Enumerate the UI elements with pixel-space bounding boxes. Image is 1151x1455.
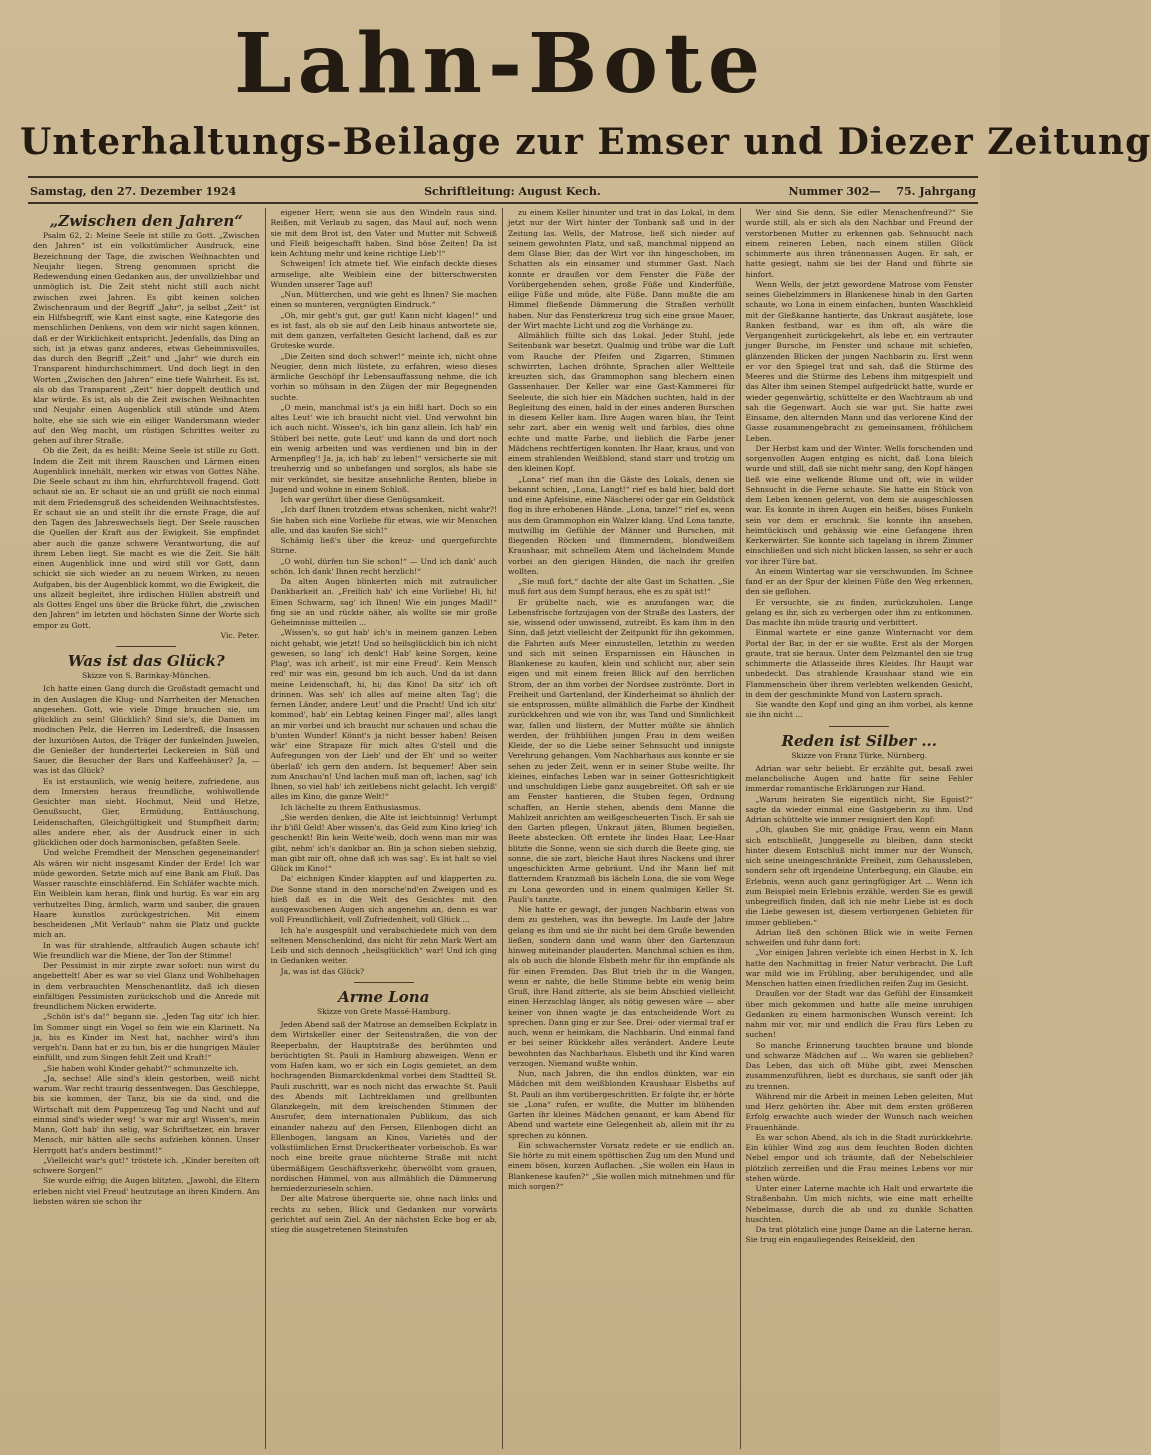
paragraph: „O mein, manchmal ist's ja ein bißl hart. Doch so ein altes Leut' wie ich braucht nicht viel. Und verwohnt bin ich auch nicht. Wissen's, ich bin ganz allein. Ich hab' ein Stüberl bei nette, gute Leut' und kann da und dort noch ein wenig arbeiten und was verdienen und bin in der Armenpfleg'! Ja, ja, ich hab' zu leben!“ versicherte sie mit treuherzig und so unbefangen und sorglos, als habe sie mir verkündet, sie besitze ansehnliche Renten, bliebe in Jugend und wohne in einem Schloß. [270, 402, 497, 494]
paragraph: Der Pessimist in mir zirpte zwar sofort: nun wirst du angebettelt! Aber es war so viel Glanz und Wohlbehagen in dem verbrauchten Menschenantlitz, daß ich diesen einfältigen Pessimisten zurückschob und die Anrede mit freundlichem Nicken erwiderte. [33, 961, 260, 1011]
paragraph: Adrian ließ den schönen Blick wie in weite Fernen schweifen und fuhr dann fort: [745, 927, 973, 947]
paragraph: „Sie haben wohl Kinder gehabt?“ schmunzelte ich. [43, 1063, 239, 1073]
paragraph: „Lona“ rief man ihn die Gäste des Lokals, denen sie bekannt schien, „Lona, Langt!“ rief es bald hier, bald dort und eine Apfelsine, eine Näscherei oder gar ein Geldstück flog in ihre erhobenen Hände. „Lona, tanze!“ rief es, wenn aus dem Grammophon ein Walzer klang. Und Lona tanzte, mutwillig im Gefühle der Männer und Burschen, mit fliegenden Röcken und flimmerndem, blondweißem Kraushaar, mit schnellem Atem und lächelndem Munde vorbei an den gierigen Händen, die nach ihr greifen wollten. [508, 474, 735, 576]
paragraph: Der Herbst kam und der Winter. Wells forschenden und sorgenvollen Augen entging es nicht, daß Lona bleich wurde und still, daß sie nicht mehr sang, den Kopf hängen ließ wie eine welkende Blume und oft, wie in wilder Sehnsucht in die Ferne schaute. Sie hatte ein Stück von dem Leben kennen gelernt, von dem sie ausgeschlossen war. Es konnte in ihren Augen ein heißes, böses Funkeln sein vor dem er erschrak. Sie konnte ihn ansehen, heimtückisch und gehässig wie eine Gefangene ihren Kerkerwärter. Sie konnte sich tagelang in ihrem Zimmer einschließen und sich nicht blicken lassen, so sehr er auch vor ihrer Türe bat. [745, 443, 973, 566]
paragraph: Er versuchte, sie zu finden, zurückzuholen. Lange gelang es ihr, sich zu verbergen oder ihm zu entkommen. Das machte ihn müde traurig und verbittert. [745, 597, 973, 627]
column-2 [266, 208, 504, 1449]
masthead-subtitle: Unterhaltungs-Beilage zur Emser und Diezer Zeitung [20, 121, 1151, 163]
paragraph: Der alte Matrose überquerte sie, ohne nach links und rechts zu sehen, Blick und Gedanken nur vorwärts gerichtet auf sein Ziel. An der nächsten Ecke bog er ab, stieg die ausgetretenen Steinstufen [270, 1194, 497, 1234]
article-title-lona: Arme Lona [338, 987, 430, 1006]
issue-number-group [788, 185, 976, 198]
paragraph: Da trat plötzlich eine junge Dame an die Laterne heran. Sie trug ein engauliegendes Reisekleid, den [745, 1225, 973, 1245]
paragraph: Psalm 62, 2: Meine Seele ist stille zu Gott. „Zwischen den Jahren“ ist ein volkstümlicher Ausdruck, eine Bezeichnung der Tage, die zwischen Weihnachten und Neujahr liegen. Streng genommen spricht die Redewendung einen Gedanken aus, der unvollziehbar und unmöglich ist. Die Zeit steht nicht still auch nicht zwischen zwei Jahren. Es gibt keinen solchen Zwischenraum und der Begriff „Jahr“, ja selbst „Zeit“ ist ein Hilfsbegriff, wie Kant einst sagte, eine Kategorie des menschlichen Denkens, von dem wir nicht sagen können, daß er der Wirklichkeit entspricht. Jedenfalls, das Ding an sich, ist ja etwas ganz anderes, etwas Geheimnisvolles, das durch den Begriff „Zeit“ und „Jahr“ wie durch ein Transparent hindurchschimmert. Und doch liegt in den Worten „Zwischen den Jahren“ eine tiefe Wahrheit. Es ist, als ob das Transparent „Zeit“ hier doppelt deutlich und klar würde. Es ist, als ob die Zeit zwischen Weihnachten und Neujahr einen Augenblick still stünde und Atem holte, ehe sie sich wie ein eiliger Wandersmann wieder auf den Weg macht, um rüstigen Schrittes weiter zu gehen auf ihrer Straße. [33, 231, 260, 445]
paragraph: Einmal wartete er eine ganze Winternacht vor dem Portal der Bar, in der er sie wußte. Erst als der Morgen graute, trat sie heraus. Unter dem Pelzmantel den sie trug schimmerte die Atlasseide ihres Kleides. Ihr Haupt war unbedeckt. Das strahlende Kraushaar stand wie ein Flammenschein über ihrem verlebten welkenden Gesicht, in dem der geschminkte Mund von Lastern sprach. [745, 628, 973, 699]
divider [354, 982, 414, 983]
paragraph: Draußen vor der Stadt war das Gefühl der Einsamkeit über mich gekommen und hatte alle meine unruhigen Gedanken zu einem harmonischen Wunsch vereint: Ich nahm mir vor, mir und endlich die Frau fürs Leben zu suchen! [745, 989, 973, 1040]
paragraph: Es ist erstaunlich, wie wenig heitere, zufriedene, aus dem Innersten heraus freundliche, wohlwollende Gesichter man sieht. Hochmut, Neid und Hetze, Genußsucht, Gier, Ermüdung, Enttäuschung, Leidenschaften, Gleichgültigkeit und Stumpfheit darin; alles andere eher, als der Ausdruck einer in sich glücklichen oder doch harmonischen, gefaßten Seele. [33, 776, 260, 847]
masthead-title: Lahn-Bote [233, 16, 767, 112]
paragraph: „Oh, mir geht's gut, gar gut! Kann nicht klagen!“ und es ist fast, als ob sie auf den Leib hinaus antwortete sie, mit dem ganzen, verfalteten Gesicht lachend, daß es zur Groteske wurde. [270, 310, 497, 351]
paragraph: Da alten Augen blinkerten mich mit zutraulicher Dankbarkeit an. „Freilich hab' ich eine Vorliebe! Hi, hi! Einen Schwarm, sag' ich Ihnen! Wie ein junges Madl!“ fing sie an und rückte näher, als wollte sie mir große Geheimnisse mitteilen ... [270, 577, 497, 627]
paragraph: Adrian war sehr beliebt. Er erzählte gut, besaß zwei melancholische Augen und hatte für seine Fehler immerdar romantische Erklärungen zur Hand. [745, 763, 973, 794]
issue-number: Nummer 302— [788, 184, 881, 198]
paragraph: Ich ha'e ausgespült und verabschiedete mich von dem seltenen Menschenkind, das nicht für zehn Mark Wert am Leib und sich dennoch „heilsglücklich“ war! Und ich ging in Gedanken weiter. [270, 925, 497, 966]
byline: Skizze von Grete Massé-Hamburg. [316, 1006, 451, 1016]
paragraph: Ja, was ist das Glück? [280, 966, 365, 976]
paragraph: An einem Wintertag war sie verschwunden. Im Schnee fand er an der Spur der kleinen Füße den Weg erkennen, den sie geflohen. [745, 566, 973, 597]
paragraph: Während mir die Arbeit in meinen Leben geleiten, Mut und Herz gehörten ihr. Aber mit dem ersten größeren Erfolg erwachte auch wieder der Wunsch nach weichen Frauenhände. [745, 1091, 973, 1132]
divider [116, 646, 176, 647]
paragraph: Wer sind Sie denn, Sie edler Menschenfreund?“ Sie wurde still, als er sich als den Nachbar und Freund der verstorbenen Mutter zu erkennen gab. Sehnsucht nach einem reineren Leben, nach einem stillen Glück schimmerte aus ihren tränennassen Augen. Er sah, er hatte gesiegt, nahm sie bei der Hand und führte sie hinfort. [745, 208, 973, 279]
paragraph: Wenn Wells, der jetzt gewordene Matrose vom Fenster seines Giebelzimmers in Blankenese hinab in den Garten schaute, wo Lona in einem einfachen, bunten Waschkleid mit der Gießkanne hantierte, das Unkraut ausjätete, lose Ranken festband, war es ihm oft, als wäre die Vergangenheit zurückgekehrt, als lebe er, ein vertrauter junger Bursche, im Fenster und schaue mit schiefen, glänzenden Blicken der jungen Nachbarin zu. Erst wenn er vor den Spiegel trat und sah, daß die Stürme des Meeres und die Stürme des Lebens ihm mitgespielt und das Alter ihm seinen Stempel aufgedrückt hatte, wurde er wieder gegenwärtig, schüttelte er den Wachtraum ab und sah die Gegenwart. Auch sie war gut. Sie hatte zwei Einsame, den alternden Mann und das verlorene Kind der Gasse zusammengebracht zu gemeinsamem, fröhlichem Leben. [745, 279, 973, 443]
paragraph: So manche Erinnerung tauchten braune und blonde und schwarze Mädchen auf ... Wo waren sie geblieben? Das Leben, das sich oft Mühe gibt, zwei Menschen zusammenzuführen, liebt es durchaus, sie sanft oder jäh zu trennen. [745, 1040, 973, 1091]
paragraph: „O wohl, dürfen tun Sie schon!“ — Und ich dank' auch schön. Ich dank' Ihnen recht herzlich!“ [270, 556, 497, 576]
paragraph: eigener Herr, wenn sie aus den Windeln raus sind. Reißen, mit Verlaub zu sagen, das Maul auf, noch wenn sie mit dem Brot ist, den Vater und Mutter mit Schweiß und Fleiß beigeschafft haben. Sind böse Zeiten! Da ist kein Achtung mehr und keine richtige Lieb'!“ [270, 208, 497, 258]
paragraph: Es war schon Abend, als ich in die Stadt zurückkehrte. Ein kühler Wind zog aus dem feuchten Boden dichten Nebel empor und ich träumte, daß der Nebelschleier plötzlich zerreißen und die Frau meines Lebens vor mir stehen würde. [745, 1132, 973, 1183]
paragraph: „Vor einigen Jahren verlebte ich einen Herbst in X. Ich hatte den Nachmittag in freier Natur verbracht. Die Luft war mild wie im Frühling, aber beruhigender, und alle Menschen hatten einen friedlichen reifen Zug im Gesicht. [745, 948, 973, 988]
paragraph: Ich lächelte zu ihrem Enthusiasmus. [280, 802, 421, 812]
byline: Skizze von S. Barinkay-München. [81, 671, 211, 680]
paragraph: „Vielleicht war's gut!“ tröstete ich. „Kinder bereiten oft schwere Sorgen!“ [33, 1155, 260, 1175]
paragraph: Allmählich füllte sich das Lokal. Jeder Stuhl, jede Seitenbank war besetzt. Qualmig und trübe war die Luft vom Rauche der Pfeifen und Zigarren, Stimmen schwirrten, Lachen dröhnte, Sprachen aller Weltteile kreuzten sich, das Grammophon sang blechern einen Gassenhauer. Der Keller war eine Gast-Kammerei für Seeleute, die sich hier ein Mädchen suchten, hald in der Begleitung des einen, bald in der eines anderen Burschen in diesem Keller kam. Ihre Augen waren blau, ihr Teint sehr zart, aber ein wenig welt und farblos, dies ohne echte und matte Farbe, und lieblich die Farbe jener Mädchens rechtfertigen konnten. Ihr Haar, kraus, und von einem strahlenden Weißblond, stand starr und trotzig um den kleinen Kopf. [508, 331, 735, 474]
paragraph: In was für strahlende, altfraulich Augen schaute ich! Wie freundlich war die Miene, der Ton der Stimme! [33, 940, 260, 960]
editor-line: Schriftleitung: August Kech. [424, 184, 601, 198]
paragraph: Ich war gerührt über diese Genügsamkeit. [280, 495, 445, 504]
paragraph: „Ich darf Ihnen trotzdem etwas schenken, nicht wahr?! Sie haben sich eine Vorliebe für etwas, wie wir Menschen alle, und das kaufen Sie sich!“ [270, 505, 497, 535]
issue-date: Samstag, den 27. Dezember 1924 [30, 184, 237, 198]
paragraph: Sie wurde eifrig; die Augen blitzten. „Jawohl, die Eltern erleben nicht viel Freud' heutzutage an ihren Kindern. Am liebsten wären sie schon ihr [33, 1176, 260, 1206]
paragraph: „Warum heiraten Sie eigentlich nicht, Sie Egoist?“ sagte da wieder einmal eine Gastgeberin zu ihm. Und Adrian schüttelte wie immer resigniert den Kopf: [745, 794, 973, 824]
paragraph: Er grübelte nach, wie es anzufangen war, die Lebensfrische fortzujagen von der Straße des Lasters, der sie, wissend oder unwissend, zutreibt. Es kam ihm in den Sinn, daß jetzt vielleicht der Zeitpunkt für ihn gekommen, die Fahrten aufs Meer einzustellen, letzthin zu werden und sich mit seinen Ersparnissen ein Häuschen in Blankenese zu kaufen, klein und schlicht nur, aber sein eigen und mit einem freien Blick auf den herrlichen Strom, der an ihm vorbei der Nordsee zuströmte. Dort in Freiheit und Gartenland, der Kinderheimat so ähnlich der sie entsprossen, müßte allmählich die Farbe der Kindheit zurückkehren und wie von ihr, was Tand und Sinnlichkeit war, fallen und lüstern, der Mutter müßte sie ähnlich werden, der frühblühen jungen Frau in dem weißen Kleide, der so die Liebe seiner Sehnsucht und innigste Verehrung gehangen. Vom Nachbarhaus aus konnte er sie sehen zu jeder Zeit, wenn er in seiner Stube weilte. Ihr kleines, einfaches Leben war in seiner Gottesrichtigkeit und unschuldigen Liebe ganz ausgebreitet. Oft sah er sie am Fenster hantieren, die Stuben fegen, Ordnung schaffen, an Herde stehen, abends dem Manne die Mahlzeit anrichten am weißgescheuerten Tisch. Er sah sie den Garten pflegen, Unkraut jäten, Blumen begießen, Beete abstecken. Oft erntete ihr lindes Haar, Lee-Haar blitzte die Sonne, wenn sie sich durch die Beete ging, sie sonne, die sie zart, bleiche Haut ihres Nackens und ihrer ungeschickten Arme gebräunt. Und ihr Mann lief mit flatterndem Kranzmaß bis lächeln Lona, die sie vom Wege zu Lona geworden und in einem qualmigen Keller St. Pauli's tanzte. [508, 597, 735, 904]
volume-number: 75. Jahrgang [896, 184, 976, 198]
paragraph: „Schön ist's da!“ begann sie. „Jeden Tag sitz' ich hier. Im Sommer singt ein Vogel so fein wie ein Klarinett. Na ja, bis es Kinder im Nest hat, nachher wird's ihm vergeh'n. Dann hat er zu tun, bis er die hungrigen Mäuler einfüllt, und zum Singen fehlt Zeit und Kraft!“ [33, 1012, 260, 1063]
paragraph: „Sie muß fort,“ dachte der alte Gast im Schatten. „Sie muß fort aus dem Sumpf heraus, ehe es zu spät ist!“ [508, 577, 735, 597]
paragraph: zu einem Keller hinunter und trat in das Lokal, in dem jetzt nur der Wirt hinter der Tonbank saß und in der Zeitung las. Wells, der Matrose, ließ sich nieder auf seinem gewohnten Platz, und saß, manchmal nippend an dem Glase Bier, das der Wirt vor ihn hingeschoben, im Schatten als ein einsamer und stummer Gast. Nach konnte er draußen vor dem Fenster die Füße der Vorübergehenden sehen, große Füße und Kinderfüße, eilige Füße und müde, alte Füße. Dann mußte die am Himmel fließende Dämmerung die Straßen verhüllt haben. Nur das Fensterkreuz trug sich eine graue Mauer, der Wirt machte Licht und zog die Vorhänge zu. [508, 208, 735, 330]
paragraph: „Die Zeiten sind doch schwer!“ meinte ich, nicht ohne Neugier, denn mich lüstete, zu erfahren, wieso dieses ärmliche Geschöpf ihr Lebensauffassung nehme, die ich vorhin so mühsam in den Zügen der mir Begegnenden suchte. [270, 351, 497, 402]
article-title-glueck: Was ist das Glück? [67, 652, 225, 670]
paragraph: Und welche Fremdheit der Menschen gegeneinander! Als wären wir nicht insgesamt Kinder der Erde! Ich war müde geworden. Setzte mich auf eine Bank am Fluß. Das Wasser rauschte einschläfernd. Ein Schläfer wachte mich. Ein Weiblein kam heran, flink und hurtig. Es war ein arg verhutzeltes Ding, ärmlich, warm und sauber, die grauen Haare kunstlos zurückgestrichen. Mit einem bescheidenen „Mit Verlaub“ nahm sie Platz und guckte mich an. [33, 848, 260, 940]
divider [829, 726, 889, 727]
bottom-rule [28, 202, 978, 204]
paragraph: „Ja, sechse! Alle sind's klein gestorben, weiß nicht warum. War recht traurig dessentwegen. Das Geschleppe, bis sie kommen, der Tanz, bis sie da sind, und die Wirtschaft mit dem Puppenzeug Tag und Nacht und auf einmal sind's wieder weg! 's war mir arg! Wissen's, mein Mann, Gott hab' ihn selig, war Schriftsetzer, ein braver Mensch, mir hätten alle sechs aufziehen können. Unser Herrgott hat's anders bestimmt!“ [33, 1073, 260, 1155]
paragraph: Nun, nach Jahren, die ihn endlos dünkten, war ein Mädchen mit dem weißblonden Kraushaar Elsbeths auf St. Pauli an ihm vorübergeschritten. Er folgte ihr, er hörte sie „Lona“ rufen, er wußte, die Mutter im blühenden Garten ihr kleines Mädchen genannt, er kam Abend für Abend und wartete eine Gelegenheit ab, allein mit ihr zu sprechen zu können. [508, 1069, 735, 1140]
paragraph: „Nun, Mütterchen, und wie geht es Ihnen? Sie machen einen so munteren, vergnügten Eindruck.“ [270, 290, 497, 310]
info-bar [30, 182, 976, 200]
paragraph: „Wissen's, so gut hab' ich's in meinem ganzen Leben nicht gehabt, wie jetzt! Und so heilsglücklich bin ich nicht gewesen, so lang' ich denk'! Hab' keine Sorgen, keine Plag', was ich arbeit', ist mir eine Freud'. Kein Mensch red' mir was ein, gesund bin ich auch. Und da ist dann meine Leidenschaft, hi, hi; das Kino! Da sitz' ich oft drinnen. Was seh' ich alles auf meine alten Tag'; die fernen Länder, andere Leut' und die Pracht! Und ich sitz' kommod', hab' ein Lebtag keinen Finger mal', alles langt an mir vorbei und ich braucht nur schauen und schau die b'unten Wunder! Könnt's ja nicht besser haben! Reisen wär' eine Strapaze für mich altes G'stell und die Aufregungen von der Lieb' und der Eh' und so weiter überlaß' ich gern den andern. Ist bequemer! Aber sein zum Anschau'n! Und lachen muß man oft, lachen, sag' ich Ihnen, so viel hab' ich zeitlebens nicht gelacht. Ich vergiß' alles im Kino, die ganze Welt!“ [270, 628, 497, 802]
paragraph: Nie hatte er gewagt, der jungen Nachbarin etwas von dem zu gestehen, was ihn bewegte. Im Laufe der Jahre gelang es ihm und sie ihr nicht bei dem Gruße bewenden ließen, sondern dann und wann über den Gartenzaun hinweg miteinander plauderten. Manchmal schien es ihm, als ob auch die blonde Elsbeth mehr für ihn empfände als für einen Fremden. Das Blut trieb ihr in die Wangen, wenn er nahte, die helle Stimme bebte ein wenig beim Gruß, ihre Hand zitterte, als sie beim Abschied vielleicht einen Herzschlag länger, als nötig gewesen wäre — aber keiner von ihnen wagte je das entscheidende Wort zu sprechen. Dann ging er zur See. Drei- oder viermal traf er auch, wenn er heimkam, die Nachbarin. Und einmal fand er bei seiner Rückkehr alles verändert. Andere Leute bewohnten das Nachbarhaus. Elsbeth und ihr Kind waren verzogen. Niemand wußte wohin. [508, 905, 735, 1068]
paragraph: „Sie werden denken, die Alte ist leichtsinnig! Verlumpt ihr b'ißl Geld! Aber wissen's, das Geld zum Kino krieg' ich geschenkt! Bin kein Weite'weib, doch wenn man mir was gibt, nehm' ich's dankbar an. Bin ja schon sieben siebzig, man gibt mir oft, ohne daß ich was sag'. Es ist halt so viel Glück im Kino!“ [270, 812, 497, 873]
paragraph: Ich hatte einen Gang durch die Großstadt gemacht und in den Auslagen die Klug- und Narrheiten der Menschen angesehen. Gott, wie viele Dinge brauchen sie, um glücklich zu sein! Glücklich? Sind sie's, die Damen im modischen Pelz, die Herren im Lederdreß, die Insassen der luxuriösen Autos, die Träger der funkelnden Juwelen, die Genießer der hunderterlei Leckereien in Süß und Sauer, die Besucher der Bars und Kaffeehäuser? Ja, — was ist das Glück? [33, 684, 260, 776]
paragraph: Schämig ließ's über die kreuz- und quergefurchte Stirne. [270, 536, 497, 556]
article-columns [28, 208, 978, 1449]
column-4 [741, 208, 978, 1449]
paragraph: Da' eichnigen Kinder klappten auf und klapperten zu. Die Sonne stand in den morsche'nd'en Zweigen und es hieß daß es in die Welt des Gesichtes mit den ausgewaschenen Augen sich angenehm an, denn es war voll Freundlichkeit, voll Zufriedenheit, voll Glück ... [270, 874, 497, 925]
column-3 [503, 208, 741, 1449]
article-title-silber: Reden ist Silber ... [781, 731, 937, 750]
paragraph: „Oh, glauben Sie mir, gnädige Frau, wenn ein Mann sich entschließt, Junggeselle zu bleiben, dann steckt hinter diesem Entschluß nicht immer nur der Wunsch, sich seine uneingeschränkte Freiheit, zum Gehaussleben, sondern sehr oft irgendeine Unterbegung, ein Glaube, ein Erlebnis, wenn auch ganz geringfügiger Art ... Wenn ich zum Beispiel mein Erlebnis erzähle, werden Sie es gewiß unbegreiflich finden, daß ich nie mehr Liebe ist es doch die Liebe gewesen ist, diesem verborgenen Gebieten für immer geblieben.“ [745, 825, 973, 927]
paragraph: Jeden Abend saß der Matrose an demselben Eckplatz in dem Wirtskeller einer der Seitenstraßen, die von der Reeperbahn, der Hauptstraße des berühmten und berüchtigten St. Pauli in Hamburg abzweigen. Wenn er vom Hafen kam, wo er sich ein Logis gemietet, an dem hochragenden Bismarckdenkmal vorbei dem Stadtteil St. Pauli zuschritt, war es noch nicht das erwachte St. Pauli des Abends mit Lichtreklamen und grellbunten Glanzkegeln, mit dem kreischenden Stimmen der Ausrufer, dem internationalen Publikum, das sich einander nahezu auf den Fersen, Ellenbogen dicht an Ellenbogen, langsam an Kinos, Varietés und der volkstümlichen Ernst Druckertheater vorbeischob. Es war noch eine breite graue nüchterne Straße mit nicht übermäßigem Geschäftsverkehr, überwölbt vom grauen, nordischen Himmel, von aus allmählich die Dämmerung herniederzurieseln schien. [270, 1020, 497, 1193]
paragraph: Unter einer Laterne machte ich Halt und erwartete die Straßenbahn. Um mich nichts, wie eine matt erhellte Nebelmasse, durch die ab und zu dunkle Schatten huschten. [745, 1184, 973, 1224]
paragraph: Ob die Zeit, da es heißt: Meine Seele ist stille zu Gott. Indem die Zeit mit ihrem Rauschen und Lärmen einen Augenblick innehält, merken wir etwas von Gottes Nähe. Die Seele schaut zu ihm hin, ehrfurchtsvoll fragend. Gott schaut sie an. Er schaut sie an und grüßt sie noch einmal mit dem Friedensgruß des scheidenden Weihnachtsfestes. Er schaut sie an und stellt ihr die ernste Frage, die auf den Tagen des Jahreswechsels liegt. Der Seele rauschen die Quellen der Kraft aus der Ewigkeit. Sie empfindet aber auch die ganze schwere Verantwortung, die auf ihrem Leben liegt. Sie macht es wie die Zeit. Sie hält einen Augenblick inne und wird still vor Gott, dann schickt sie sich wieder an zu neuem Wirken, zu neuen Aufgaben, bis der Augenblick kommt, wo die Ewigkeit, die uns allzeit begleitet, ihre irdischen Hüllen abstreift und als Gottes Engel uns über die Brücke führt, die „zwischen den Jahren“ im letzten und höchsten Sinne der Worte sich empor zu Gott. [33, 446, 260, 630]
paragraph: Ein schwachernster Vorsatz redete er sie endlich an. Sie hörte zu mit einem spöttischen Zug um den Mund und einem bösen, kurzen Auflachen. „Sie wollen ein Haus in Blankenese kaufen?“ „Sie wollen mich mitnehmen und für mich sorgen?“ [508, 1140, 735, 1191]
paragraph: Sie wandte den Kopf und ging an ihm vorbei, als kenne sie ihn nicht ... [745, 700, 973, 720]
column-1 [28, 208, 266, 1449]
author-signature: Vic. Peter. [220, 630, 260, 640]
top-rule [28, 176, 978, 178]
article-title-zwischen: „Zwischen den Jahren“ [49, 212, 243, 230]
paragraph: Schweigen! Ich atmete tief. Wie einfach deckte dieses armselige, alte Weiblein eine der bitterschwersten Wunden unserer Tage auf! [270, 259, 497, 289]
byline: Skizze von Franz Türke, Nürnberg. [791, 750, 928, 760]
